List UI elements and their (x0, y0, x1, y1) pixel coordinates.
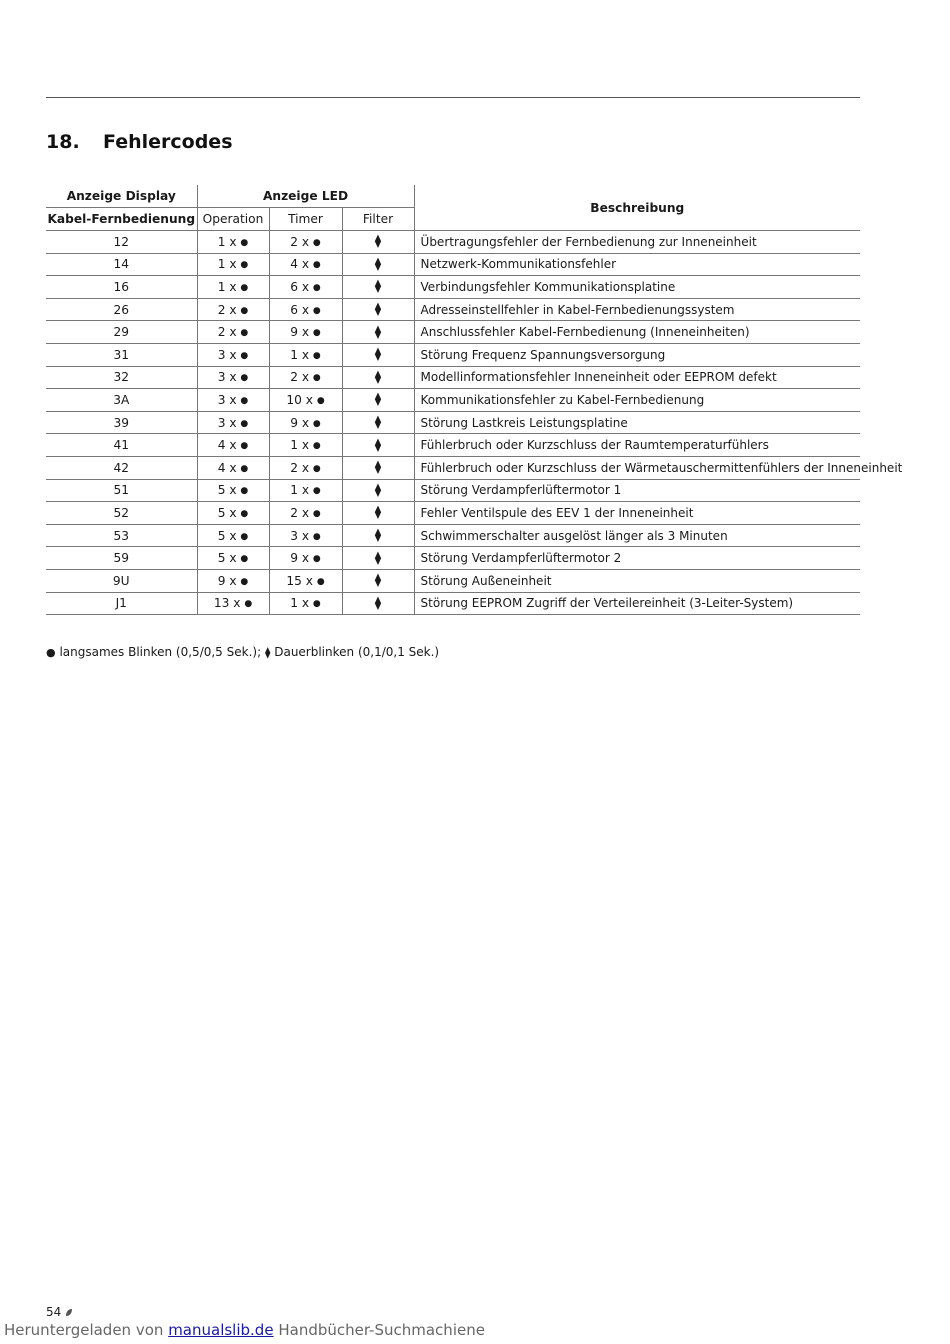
cell-code (46, 389, 197, 412)
cell-code (46, 479, 197, 502)
slow-blink-dot-icon: ● (312, 463, 321, 474)
slow-blink-dot-icon: ● (312, 531, 321, 542)
cell-operation (197, 456, 269, 479)
operation-count: 2 x (217, 325, 237, 340)
cell-filter (342, 298, 414, 321)
table-row (46, 389, 860, 412)
cell-filter (342, 434, 414, 457)
table-row (46, 253, 860, 276)
cell-timer (269, 298, 342, 321)
cell-filter (342, 456, 414, 479)
legend-slow-blink: langsames Blinken (0,5/0,5 Sek.); (59, 645, 262, 659)
cell-operation (197, 253, 269, 276)
cell-filter (342, 389, 414, 412)
cell-description (414, 456, 903, 479)
cell-timer (269, 231, 342, 254)
table-row (46, 479, 860, 502)
cell-filter (342, 479, 414, 502)
description-text: Störung Außeneinheit (420, 573, 552, 588)
timer-count: 2 x (290, 234, 310, 249)
continuous-blink-diamond-icon: ⧫ (374, 347, 382, 363)
operation-count: 4 x (217, 460, 237, 475)
operation-count: 3 x (217, 415, 237, 430)
timer-count: 1 x (290, 347, 310, 362)
cell-description (414, 411, 860, 434)
cell-code (46, 434, 197, 457)
description-text: Fühlerbruch oder Kurzschluss der Wärmetauschermittenfühlers der Inneneinheit (420, 460, 903, 475)
description-text: Störung EEPROM Zugriff der Verteilereinheit (3-Leiter-System) (420, 596, 794, 611)
cell-timer (269, 569, 342, 592)
description-text: Fehler Ventilspule des EEV 1 der Inneneinheit (420, 505, 694, 520)
slow-blink-dot-icon: ● (240, 441, 249, 452)
slow-blink-dot-icon: ● (240, 486, 249, 497)
cell-operation (197, 524, 269, 547)
cell-filter (342, 343, 414, 366)
continuous-blink-diamond-icon: ⧫ (374, 392, 382, 408)
cell-filter (342, 547, 414, 570)
section-title: Fehlercodes (103, 131, 233, 153)
cell-code (46, 253, 197, 276)
cell-code (46, 456, 197, 479)
page-number: 54 (46, 1305, 62, 1319)
cell-operation (197, 366, 269, 389)
cell-description (414, 321, 860, 344)
operation-count: 3 x (217, 370, 237, 385)
timer-count: 2 x (290, 370, 310, 385)
description-text: Störung Verdampferlüftermotor 2 (420, 551, 622, 566)
header-rule (46, 97, 860, 98)
cell-code (46, 411, 197, 434)
continuous-blink-diamond-icon: ⧫ (374, 324, 382, 340)
description-text: Fühlerbruch oder Kurzschluss der Raumtemperaturfühlers (420, 438, 769, 453)
cell-code (46, 502, 197, 525)
cell-timer (269, 276, 342, 299)
slow-blink-dot-icon: ● (316, 395, 325, 406)
slow-blink-dot-icon: ● (312, 554, 321, 565)
cell-operation (197, 569, 269, 592)
code-value: 59 (113, 551, 129, 566)
cell-description (414, 343, 860, 366)
slow-blink-dot-icon: ● (312, 282, 321, 293)
cell-description (414, 502, 860, 525)
footer-suffix: Handbücher-Suchmachiene (278, 1321, 485, 1339)
operation-count: 1 x (217, 234, 237, 249)
code-value: 31 (113, 347, 129, 362)
cell-timer (269, 456, 342, 479)
cell-timer (269, 411, 342, 434)
continuous-blink-diamond-icon: ⧫ (374, 460, 382, 476)
cell-description (414, 592, 860, 615)
col-header-timer: Timer (269, 208, 342, 231)
description-text: Störung Lastkreis Leistungsplatine (420, 415, 628, 430)
cell-description (414, 276, 860, 299)
code-value: 41 (113, 438, 129, 453)
table-row (46, 524, 860, 547)
slow-blink-dot-icon: ● (316, 576, 325, 587)
col-header-operation: Operation (197, 208, 269, 231)
cell-filter (342, 276, 414, 299)
slow-blink-dot-icon: ● (312, 260, 321, 271)
cell-timer (269, 547, 342, 570)
cell-filter (342, 253, 414, 276)
slow-blink-dot-icon: ● (240, 576, 249, 587)
table-row (46, 569, 860, 592)
timer-count: 1 x (290, 596, 310, 611)
slow-blink-dot-icon: ● (240, 305, 249, 316)
timer-count: 2 x (290, 460, 310, 475)
timer-count: 9 x (290, 325, 310, 340)
slow-blink-dot-icon: ● (240, 554, 249, 565)
code-value: 9U (112, 573, 130, 588)
timer-count: 9 x (290, 415, 310, 430)
col-header-remote: Kabel-Fernbedienung (46, 208, 197, 231)
code-value: 42 (113, 460, 129, 475)
continuous-blink-diamond-icon: ⧫ (374, 505, 382, 521)
slow-blink-dot-icon: ● (312, 418, 321, 429)
operation-count: 9 x (217, 573, 237, 588)
cell-timer (269, 434, 342, 457)
cell-code (46, 547, 197, 570)
cell-description (414, 253, 860, 276)
continuous-blink-diamond-icon: ⧫ (374, 595, 382, 611)
slow-blink-dot-icon: ● (240, 260, 249, 271)
timer-count: 15 x (286, 573, 313, 588)
footer-prefix: Heruntergeladen von (4, 1321, 164, 1339)
cell-description (414, 569, 860, 592)
cell-code (46, 569, 197, 592)
code-value: 39 (113, 415, 129, 430)
cell-operation (197, 231, 269, 254)
col-header-led-group: Anzeige LED (197, 185, 414, 208)
cell-filter (342, 502, 414, 525)
continuous-blink-diamond-icon: ⧫ (374, 369, 382, 385)
slow-blink-dot-icon: ● (240, 373, 249, 384)
page-number-block (46, 1305, 73, 1319)
timer-count: 9 x (290, 551, 310, 566)
cell-timer (269, 502, 342, 525)
table-row (46, 434, 860, 457)
slow-blink-dot-icon: ● (312, 508, 321, 519)
cell-operation (197, 547, 269, 570)
slow-blink-dot-icon: ● (312, 305, 321, 316)
code-value: 51 (113, 483, 129, 498)
code-value: 26 (113, 302, 129, 317)
col-header-filter: Filter (342, 208, 414, 231)
cell-code (46, 276, 197, 299)
continuous-blink-diamond-icon: ⧫ (374, 234, 382, 250)
code-value: 32 (113, 370, 129, 385)
cell-filter (342, 366, 414, 389)
cell-description (414, 231, 860, 254)
table-row (46, 321, 860, 344)
cell-code (46, 366, 197, 389)
cell-description (414, 547, 860, 570)
operation-count: 13 x (213, 596, 241, 611)
description-text: Verbindungsfehler Kommunikationsplatine (420, 279, 676, 294)
section-heading (46, 131, 233, 153)
slow-blink-dot-icon: ● (240, 282, 249, 293)
cell-filter (342, 524, 414, 547)
table-row (46, 231, 860, 254)
table-body (46, 231, 903, 615)
timer-count: 6 x (290, 302, 310, 317)
timer-count: 2 x (290, 505, 310, 520)
continuous-blink-diamond-icon: ⧫ (374, 550, 382, 566)
dot-symbol: ● (46, 646, 56, 659)
slow-blink-dot-icon: ● (240, 395, 249, 406)
continuous-blink-diamond-icon: ⧫ (374, 482, 382, 498)
download-footer (4, 1321, 485, 1339)
operation-count: 3 x (217, 392, 237, 407)
cell-timer (269, 253, 342, 276)
slow-blink-dot-icon: ● (244, 599, 253, 610)
cell-filter (342, 411, 414, 434)
cell-code (46, 321, 197, 344)
operation-count: 3 x (217, 347, 237, 362)
continuous-blink-diamond-icon: ⧫ (374, 528, 382, 544)
cell-timer (269, 479, 342, 502)
description-text: Störung Frequenz Spannungsversorgung (420, 347, 666, 362)
cell-operation (197, 411, 269, 434)
code-value: 14 (113, 257, 129, 272)
error-code-table (46, 185, 903, 615)
operation-count: 5 x (217, 505, 237, 520)
cell-operation (197, 502, 269, 525)
operation-count: 4 x (217, 438, 237, 453)
continuous-blink-diamond-icon: ⧫ (374, 256, 382, 272)
description-text: Störung Verdampferlüftermotor 1 (420, 483, 622, 498)
cell-description (414, 298, 860, 321)
cell-description (414, 479, 860, 502)
slow-blink-dot-icon: ● (312, 441, 321, 452)
continuous-blink-diamond-icon: ⧫ (374, 302, 382, 318)
slow-blink-dot-icon: ● (240, 463, 249, 474)
slow-blink-dot-icon: ● (312, 373, 321, 384)
slow-blink-dot-icon: ● (312, 599, 321, 610)
cell-code (46, 343, 197, 366)
cell-operation (197, 592, 269, 615)
section-number: 18. (46, 131, 80, 153)
cell-operation (197, 434, 269, 457)
code-value: 53 (113, 528, 129, 543)
cell-filter (342, 321, 414, 344)
slow-blink-dot-icon: ● (240, 350, 249, 361)
continuous-blink-diamond-icon: ⧫ (374, 415, 382, 431)
code-value: 12 (113, 234, 129, 249)
table-row (46, 366, 860, 389)
table-row (46, 411, 860, 434)
cell-operation (197, 389, 269, 412)
manualslib-link[interactable]: manualslib.de (168, 1321, 274, 1339)
code-value: 3A (113, 392, 130, 407)
cell-code (46, 298, 197, 321)
table-row (46, 547, 860, 570)
cell-filter (342, 569, 414, 592)
cell-timer (269, 343, 342, 366)
col-header-display: Anzeige Display (66, 189, 176, 203)
table-row (46, 502, 860, 525)
legend (46, 645, 439, 659)
timer-count: 6 x (290, 279, 310, 294)
timer-count: 1 x (290, 438, 310, 453)
slow-blink-dot-icon: ● (240, 508, 249, 519)
operation-count: 1 x (217, 279, 237, 294)
cell-code (46, 524, 197, 547)
legend-continuous-blink: Dauerblinken (0,1/0,1 Sek.) (274, 645, 440, 659)
cell-operation (197, 298, 269, 321)
operation-count: 2 x (217, 302, 237, 317)
leaf-icon (65, 1308, 73, 1317)
table-row (46, 592, 860, 615)
cell-description (414, 524, 860, 547)
diamond-symbol: ⧫ (264, 646, 271, 659)
table-row (46, 276, 860, 299)
description-text: Netzwerk-Kommunikationsfehler (420, 257, 617, 272)
slow-blink-dot-icon: ● (312, 350, 321, 361)
cell-description (414, 366, 860, 389)
cell-operation (197, 479, 269, 502)
cell-description (414, 434, 860, 457)
table-row (46, 298, 860, 321)
description-text: Modellinformationsfehler Inneneinheit oder EEPROM defekt (420, 370, 777, 385)
cell-timer (269, 389, 342, 412)
timer-count: 4 x (290, 257, 310, 272)
cell-description (414, 389, 860, 412)
description-text: Anschlussfehler Kabel-Fernbedienung (Inneneinheiten) (420, 325, 750, 340)
table-row (46, 343, 860, 366)
continuous-blink-diamond-icon: ⧫ (374, 437, 382, 453)
operation-count: 5 x (217, 528, 237, 543)
slow-blink-dot-icon: ● (240, 418, 249, 429)
description-text: Adresseinstellfehler in Kabel-Fernbedienungssystem (420, 302, 735, 317)
cell-code (46, 231, 197, 254)
slow-blink-dot-icon: ● (240, 237, 249, 248)
code-value: J1 (115, 596, 127, 611)
code-value: 29 (113, 325, 129, 340)
description-text: Übertragungsfehler der Fernbedienung zur Inneneinheit (420, 234, 757, 249)
slow-blink-dot-icon: ● (240, 531, 249, 542)
table-row (46, 456, 860, 479)
cell-code (46, 592, 197, 615)
continuous-blink-diamond-icon: ⧫ (374, 573, 382, 589)
code-value: 52 (113, 505, 129, 520)
slow-blink-dot-icon: ● (312, 328, 321, 339)
cell-timer (269, 524, 342, 547)
timer-count: 10 x (286, 392, 313, 407)
cell-timer (269, 321, 342, 344)
code-value: 16 (113, 279, 129, 294)
cell-operation (197, 276, 269, 299)
timer-count: 1 x (290, 483, 310, 498)
cell-timer (269, 592, 342, 615)
description-text: Kommunikationsfehler zu Kabel-Fernbedienung (420, 392, 705, 407)
continuous-blink-diamond-icon: ⧫ (374, 279, 382, 295)
cell-operation (197, 343, 269, 366)
operation-count: 5 x (217, 483, 237, 498)
description-text: Schwimmerschalter ausgelöst länger als 3 Minuten (420, 528, 728, 543)
operation-count: 1 x (217, 257, 237, 272)
operation-count: 5 x (217, 551, 237, 566)
timer-count: 3 x (290, 528, 310, 543)
cell-filter (342, 231, 414, 254)
cell-operation (197, 321, 269, 344)
cell-filter (342, 592, 414, 615)
slow-blink-dot-icon: ● (312, 486, 321, 497)
slow-blink-dot-icon: ● (240, 328, 249, 339)
slow-blink-dot-icon: ● (312, 237, 321, 248)
cell-timer (269, 366, 342, 389)
col-header-description: Beschreibung (414, 185, 860, 231)
